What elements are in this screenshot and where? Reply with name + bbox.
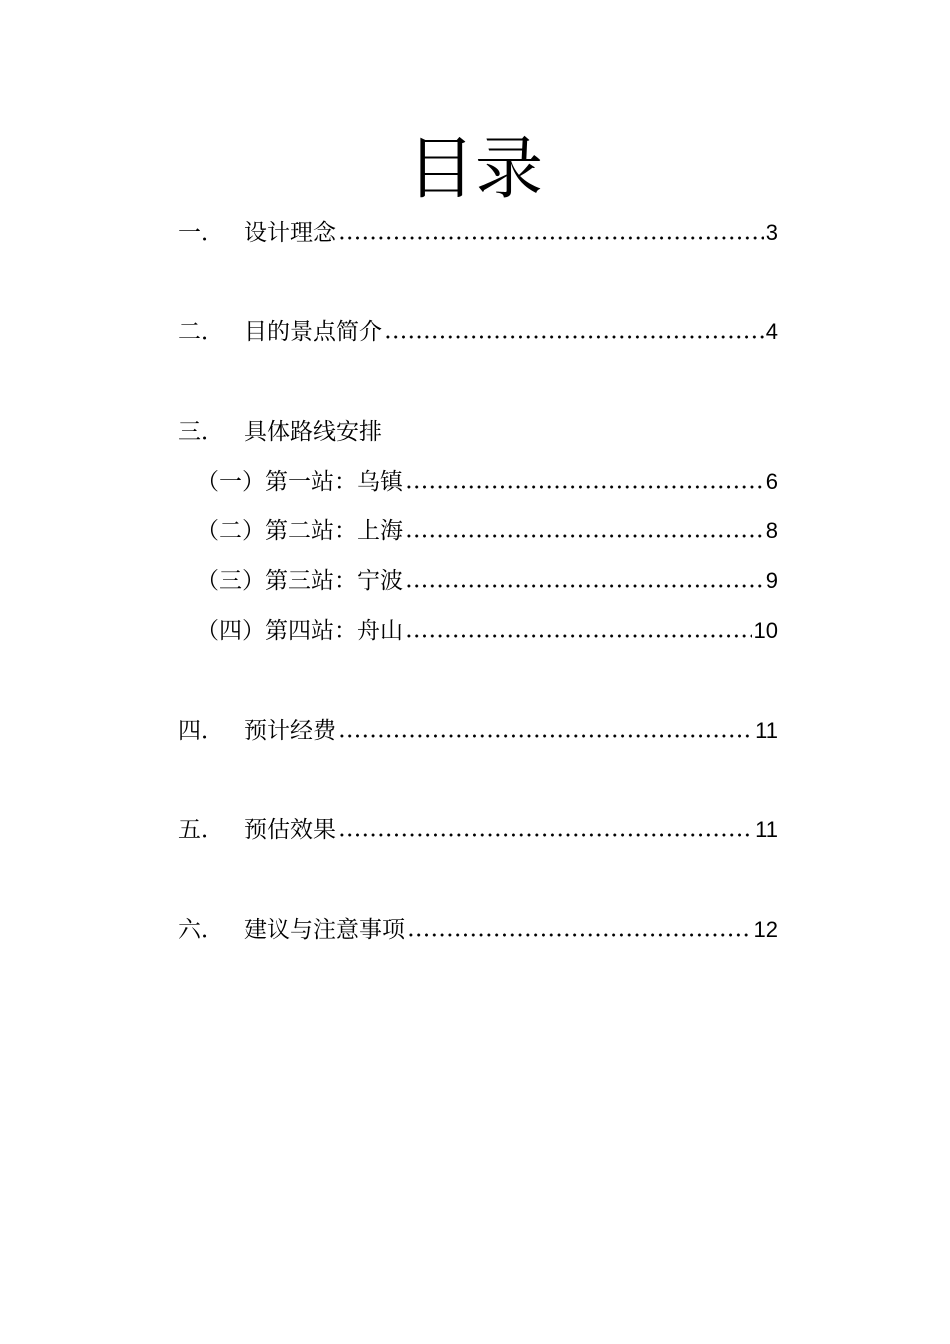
toc-page-number: 6 (765, 469, 778, 494)
toc-entry-label: 具体路线安排 (244, 419, 382, 445)
toc-entry-stop-2[interactable] (196, 514, 778, 548)
toc-dot-leader (407, 933, 752, 937)
toc-dot-leader (338, 734, 753, 738)
toc-entry-stop-4[interactable] (196, 614, 778, 648)
toc-dot-leader (405, 485, 764, 489)
toc-dot-leader (384, 335, 764, 339)
toc-entry-label: 建议与注意事项 (244, 917, 405, 943)
toc-page-number: 11 (755, 817, 778, 842)
toc-entry-number: 六． (178, 917, 224, 943)
toc-entry-label: 第三站：宁波 (265, 568, 403, 594)
toc-entry-number: （三） (196, 568, 265, 594)
toc-entry-number: 四． (178, 718, 224, 744)
toc-entry-number: 一． (178, 220, 224, 246)
toc-dot-leader (338, 833, 753, 837)
toc-page-number: 9 (765, 568, 778, 593)
toc-entry-route-plan[interactable] (178, 415, 778, 449)
toc-page-number: 8 (765, 518, 778, 543)
toc-entry-number: （一） (196, 469, 265, 495)
toc-page-number: 4 (765, 319, 778, 344)
toc-entry-label: 第一站：乌镇 (265, 469, 403, 495)
toc-entry-number: 三． (178, 419, 224, 445)
toc-entry-number: 五． (178, 817, 224, 843)
toc-dot-leader (338, 236, 764, 240)
page-title: 目录 (406, 129, 543, 209)
toc-entry-label: 目的景点简介 (244, 319, 382, 345)
toc-page-number: 10 (753, 618, 778, 643)
toc-entry-label: 第二站：上海 (265, 518, 403, 544)
toc-entry-destination-intro[interactable] (178, 315, 778, 349)
toc-entry-number: （四） (196, 618, 265, 644)
toc-entry-label: 第四站：舟山 (265, 618, 403, 644)
toc-entry-stop-3[interactable] (196, 564, 778, 598)
toc-entry-number: （二） (196, 518, 265, 544)
toc-entry-expected-effect[interactable] (178, 813, 778, 847)
toc-dot-leader (405, 534, 764, 538)
toc-page-number: 3 (765, 220, 778, 245)
toc-entry-stop-1[interactable] (196, 465, 778, 499)
toc-entry-label: 预计经费 (244, 718, 336, 744)
toc-page-number: 11 (755, 718, 778, 743)
toc-entry-estimated-cost[interactable] (178, 714, 778, 748)
toc-entry-label: 设计理念 (244, 220, 336, 246)
toc-page-number: 12 (753, 917, 778, 942)
toc-entry-suggestions[interactable] (178, 913, 778, 947)
toc-entry-label: 预估效果 (244, 817, 336, 843)
toc-dot-leader (405, 584, 764, 588)
toc-entry-number: 二． (178, 319, 224, 345)
toc-dot-leader (405, 634, 752, 638)
toc-entry-design-concept[interactable] (178, 216, 778, 250)
